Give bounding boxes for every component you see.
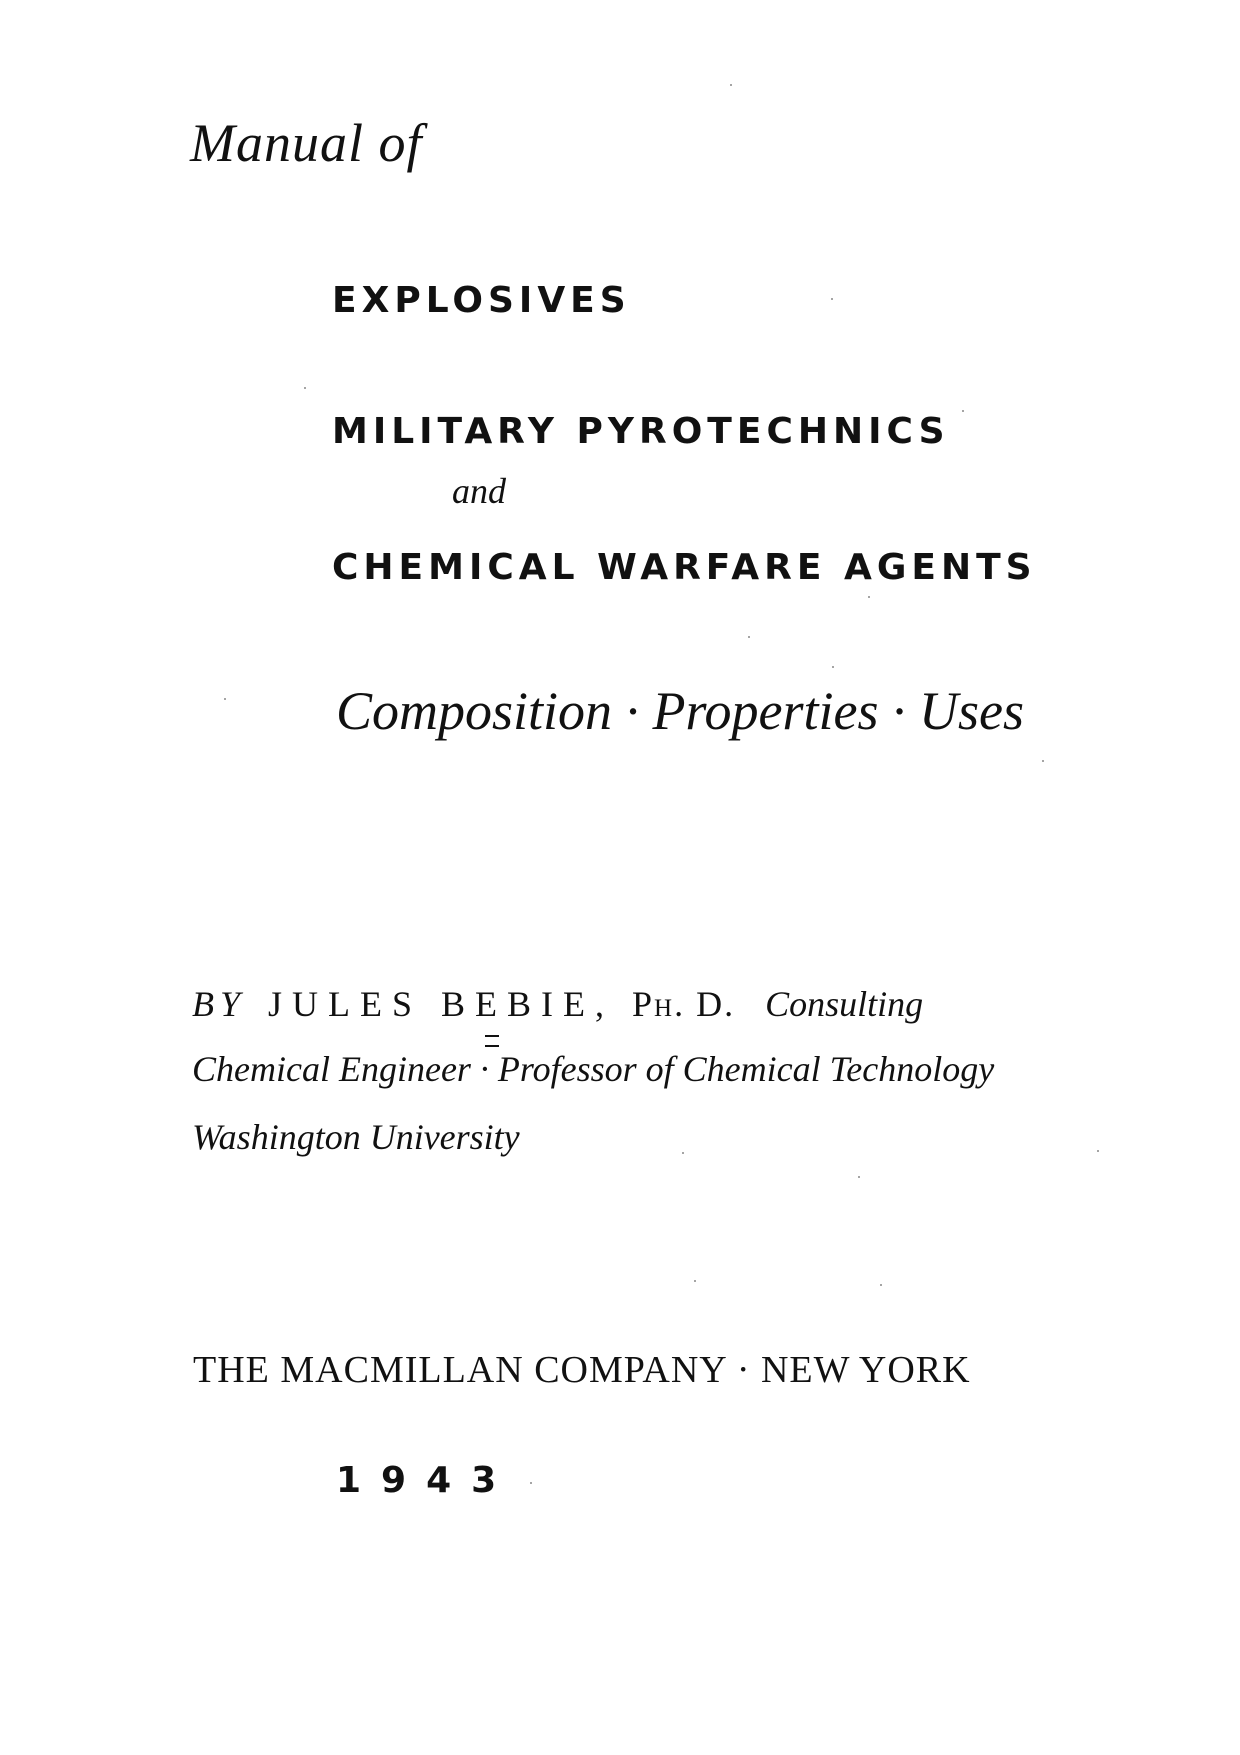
manual-of-heading: Manual of [190, 113, 423, 173]
paper-speck [831, 298, 833, 300]
author-affiliation-line-2: Washington University [192, 1117, 520, 1157]
paper-speck [858, 1176, 860, 1178]
subject-military-pyrotechnics: MILITARY PYROTECHNICS [332, 411, 950, 452]
paper-speck [304, 387, 306, 389]
publication-year: 1943 [336, 1460, 517, 1501]
paper-speck [748, 636, 750, 638]
subject-chemical-warfare-agents: CHEMICAL WARFARE AGENTS [332, 547, 1037, 588]
author-by: BY [192, 984, 247, 1024]
paper-speck [224, 698, 226, 700]
paper-speck [880, 1284, 882, 1286]
author-name: JULES BEBIE, [268, 984, 615, 1024]
paper-speck [730, 84, 732, 86]
author-degree: Ph. D. [632, 984, 736, 1024]
paper-speck [1042, 760, 1044, 762]
author-title-part: Consulting [765, 984, 924, 1024]
paper-speck [530, 1482, 532, 1484]
subtitle: Composition · Properties · Uses [336, 681, 1024, 741]
paper-speck [832, 666, 834, 668]
author-line [192, 983, 923, 1025]
double-underline-mark [485, 1035, 499, 1047]
paper-speck [1097, 1150, 1099, 1152]
paper-speck [694, 1280, 696, 1282]
subject-explosives: EXPLOSIVES [332, 280, 631, 321]
paper-speck [962, 410, 964, 412]
conjunction-and: and [452, 471, 506, 511]
paper-speck [868, 596, 870, 598]
author-affiliation-line-1: Chemical Engineer · Professor of Chemical Technology [192, 1049, 995, 1089]
publisher-line: THE MACMILLAN COMPANY · NEW YORK [193, 1349, 971, 1391]
paper-speck [682, 1152, 684, 1154]
